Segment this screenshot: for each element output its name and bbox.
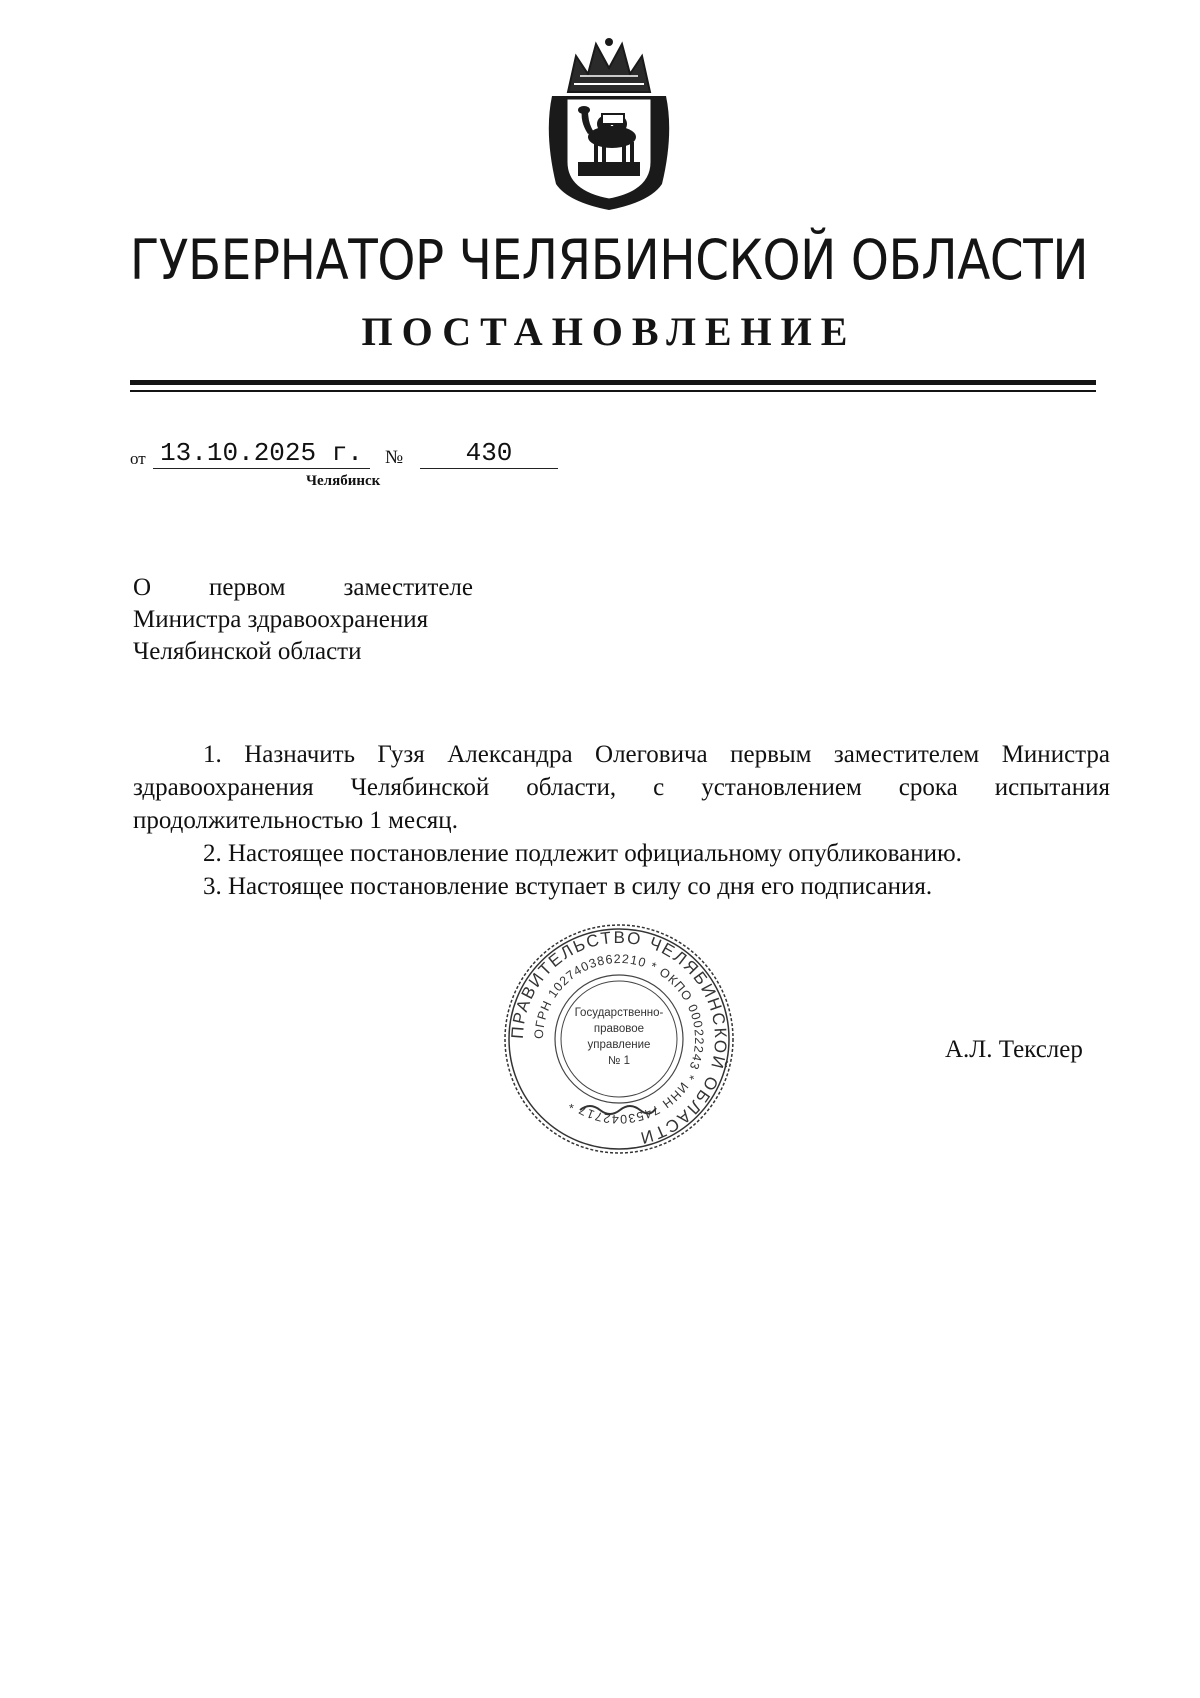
number-prefix: № bbox=[385, 447, 404, 468]
subject-word: О bbox=[133, 574, 152, 601]
document-city: Челябинск bbox=[306, 473, 381, 489]
document-date: 13.10.2025 г. bbox=[153, 438, 370, 469]
subject-line-3: Челябинской области bbox=[133, 638, 362, 665]
header-rule-thin bbox=[130, 390, 1096, 392]
subject-line-1 bbox=[133, 572, 473, 604]
document-number: 430 bbox=[420, 438, 558, 469]
official-seal bbox=[500, 920, 738, 1158]
subject-word: первом bbox=[209, 574, 286, 601]
subject-word: заместителе bbox=[343, 574, 473, 601]
chelyabinsk-coat-of-arms-icon bbox=[538, 34, 680, 214]
decree-body bbox=[133, 738, 1110, 903]
document-type: ПОСТАНОВЛЕНИЕ bbox=[361, 309, 857, 354]
issuing-authority: ГУБЕРНАТОР ЧЕЛЯБИНСКОЙ ОБЛАСТИ bbox=[129, 228, 1089, 292]
seal-outer-text: ПРАВИТЕЛЬСТВО ЧЕЛЯБИНСКОЙ ОБЛАСТИ bbox=[507, 927, 731, 1148]
date-prefix: от bbox=[130, 449, 146, 468]
decree-paragraph: 3. Настоящее постановление вступает в силу со дня его подписания. bbox=[203, 873, 933, 900]
seal-center-line: правовое bbox=[593, 1023, 645, 1035]
document-subject bbox=[133, 572, 473, 668]
decree-paragraph: 2. Настоящее постановление подлежит официальному опубликованию. bbox=[203, 840, 962, 867]
header-rule-thick bbox=[130, 380, 1096, 385]
signer-name: А.Л. Текслер bbox=[945, 1036, 1083, 1063]
subject-line-2: Министра здравоохранения bbox=[133, 606, 429, 633]
seal-center-line: Государственно- bbox=[574, 1007, 664, 1019]
decree-paragraph: 1. Назначить Гузя Александра Олеговича первым заместителем Министра здравоохранения Челябинской области, с установлением срока испытания продолжительностью 1 месяц. bbox=[133, 741, 1110, 834]
seal-center-line: управление bbox=[587, 1039, 651, 1051]
seal-inner-text: ОГРН 1027403862210 * ОКПО 00022243 * ИНН 7453042717 * bbox=[531, 951, 707, 1127]
seal-center-line: № 1 bbox=[608, 1055, 630, 1067]
